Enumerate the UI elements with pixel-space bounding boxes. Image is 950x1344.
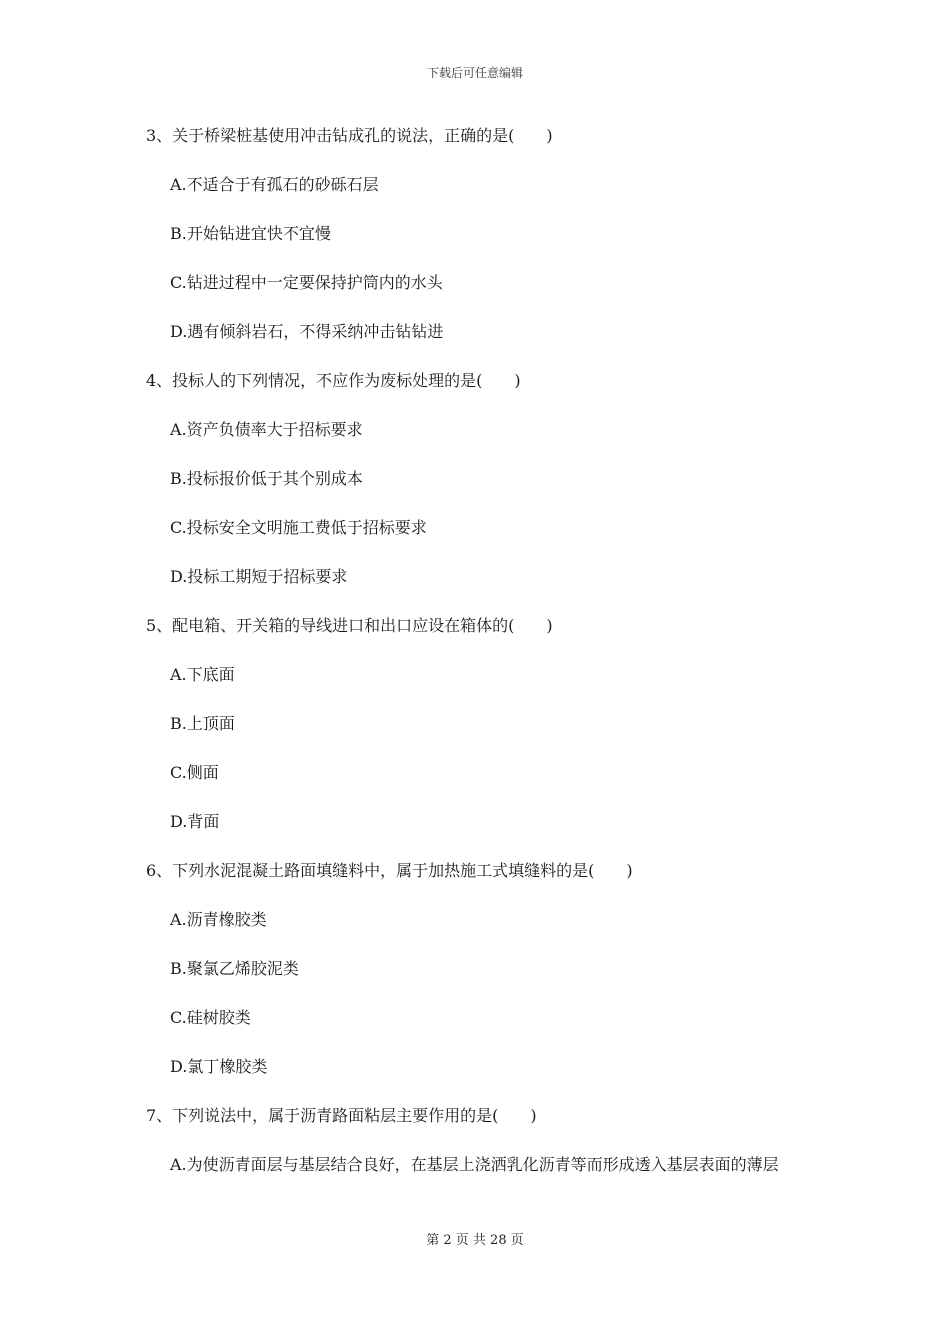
question-3-option-b: B.开始钻进宜快不宜慢: [170, 224, 331, 243]
question-3-option-a: A.不适合于有孤石的砂砾石层: [170, 175, 379, 194]
question-5-option-d: D.背面: [170, 812, 220, 831]
question-3-option-c: C.钻进过程中一定要保持护筒内的水头: [170, 273, 443, 292]
question-6-option-d: D.氯丁橡胶类: [170, 1057, 268, 1076]
page-footer: 第 2 页 共 28 页: [426, 1233, 524, 1248]
page-header: 下载后可任意编辑: [426, 66, 523, 80]
question-4-option-d: D.投标工期短于招标要求: [170, 567, 348, 586]
question-7-stem: 7、下列说法中，属于沥青路面粘层主要作用的是( ): [146, 1106, 537, 1125]
question-4-stem: 4、投标人的下列情况，不应作为废标处理的是( ): [146, 371, 521, 390]
question-5-stem: 5、配电箱、开关箱的导线进口和出口应设在箱体的( ): [146, 616, 553, 635]
question-5-option-b: B.上顶面: [170, 714, 235, 733]
question-7-option-a: A.为使沥青面层与基层结合良好，在基层上浇洒乳化沥青等而形成透入基层表面的薄层: [170, 1155, 779, 1174]
question-4-option-a: A.资产负债率大于招标要求: [170, 420, 363, 439]
question-5-option-a: A.下底面: [170, 665, 235, 684]
question-3-stem: 3、关于桥梁桩基使用冲击钻成孔的说法，正确的是( ): [146, 126, 553, 145]
question-3-option-d: D.遇有倾斜岩石，不得采纳冲击钻钻进: [170, 322, 444, 341]
question-4-option-c: C.投标安全文明施工费低于招标要求: [170, 518, 427, 537]
question-6-option-a: A.沥青橡胶类: [170, 910, 267, 929]
document-body: [146, 121, 826, 1199]
question-5-option-c: C.侧面: [170, 763, 219, 782]
question-6-stem: 6、下列水泥混凝土路面填缝料中，属于加热施工式填缝料的是( ): [146, 861, 633, 880]
question-6-option-c: C.硅树胶类: [170, 1008, 251, 1027]
question-6-option-b: B.聚氯乙烯胶泥类: [170, 959, 299, 978]
question-4-option-b: B.投标报价低于其个别成本: [170, 469, 363, 488]
